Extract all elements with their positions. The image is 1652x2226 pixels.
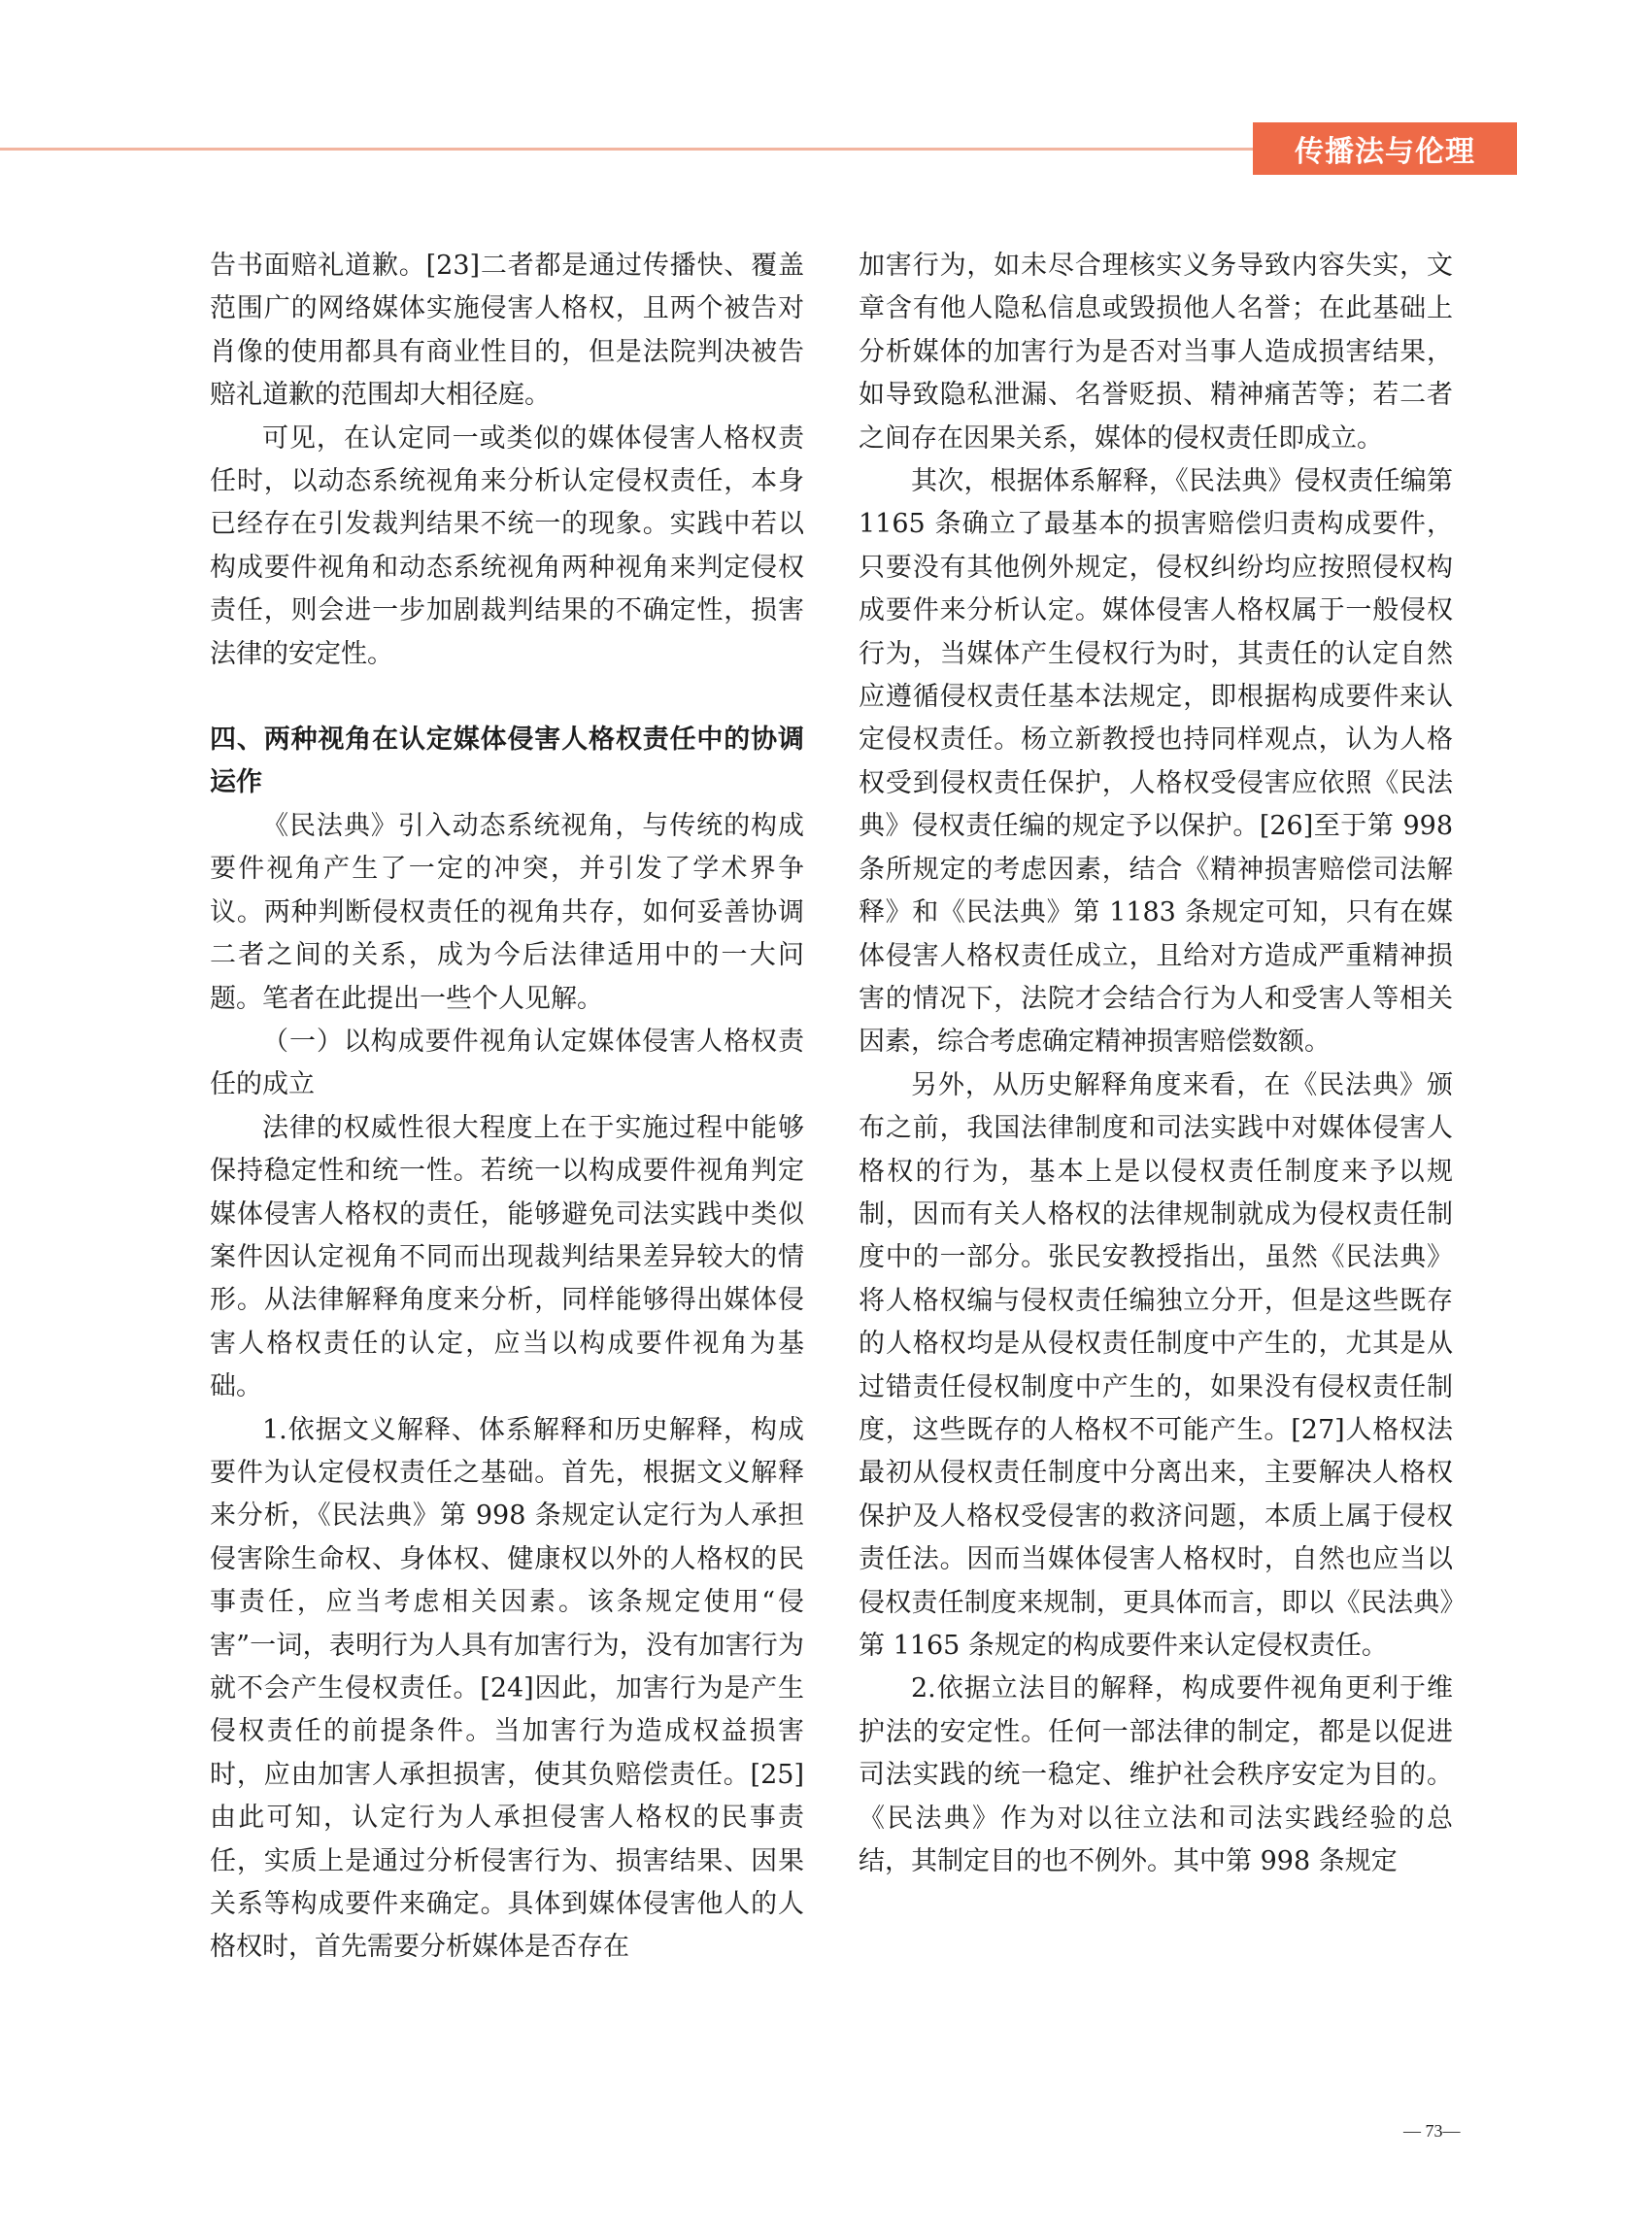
paragraph: 加害行为，如未尽合理核实义务导致内容失实，文章含有他人隐私信息或毁损他人名誉；在此基础上分析媒体的加害行为是否对当事人造成损害结果，如导致隐私泄漏、名誉贬损、精神痛苦等；若二者之间存在因果关系，媒体的侵权责任即成立。	[859, 251, 1453, 454]
paragraph: 告书面赔礼道歉。[23]二者都是通过传播快、覆盖范围广的网络媒体实施侵害人格权，且两个被告对肖像的使用都具有商业性目的，但是法院判决被告赔礼道歉的范围却大相径庭。	[210, 251, 804, 411]
paragraph: 其次，根据体系解释，《民法典》侵权责任编第 1165 条确立了最基本的损害赔偿归责构成要件，只要没有其他例外规定，侵权纠纷均应按照侵权构成要件来分析认定。媒体侵害人格权属于一般侵权行为，当媒体产生侵权行为时，其责任的认定自然应遵循侵权责任基本法规定，即根据构成要件来认定侵权责任。杨立新教授也持同样观点，认为人格权受到侵权责任保护，人格权受侵害应依照《民法典》侵权责任编的规定予以保护。[26]至于第 998 条所规定的考虑因素，结合《精神损害赔偿司法解释》和《民法典》第 1183 条规定可知，只有在媒体侵害人格权责任成立，且给对方造成严重精神损害的情况下，法院才会结合行为人和受害人等相关因素，综合考虑确定精神损害赔偿数额。	[859, 466, 1453, 1058]
paragraph: 另外，从历史解释角度来看，在《民法典》颁布之前，我国法律制度和司法实践中对媒体侵害人格权的行为，基本上是以侵权责任制度来予以规制，因而有关人格权的法律规制就成为侵权责任制度中的一部分。张民安教授指出，虽然《民法典》将人格权编与侵权责任编独立分开，但是这些既存的人格权均是从侵权责任制度中产生的，尤其是从过错责任侵权制度中产生的，如果没有侵权责任制度，这些既存的人格权不可能产生。[27]人格权法最初从侵权责任制度中分离出来，主要解决人格权保护及人格权受侵害的救济问题，本质上属于侵权责任法。因而当媒体侵害人格权时，自然也应当以侵权责任制度来规制，更具体而言，即以《民法典》第 1165 条规定的构成要件来认定侵权责任。	[859, 1069, 1453, 1661]
section-heading: 四、两种视角在认定媒体侵害人格权责任中的协调运作	[210, 725, 804, 798]
paragraph: 法律的权威性很大程度上在于实施过程中能够保持稳定性和统一性。若统一以构成要件视角判定媒体侵害人格权的责任，能够避免司法实践中类似案件因认定视角不同而出现裁判结果差异较大的情形。从法律解释角度来分析，同样能够得出媒体侵害人格权责任的认定，应当以构成要件视角为基础。	[210, 1112, 804, 1402]
left-column	[210, 245, 804, 1970]
spacer	[210, 676, 804, 719]
section-title: 传播法与伦理	[1295, 135, 1475, 169]
subsection-heading: （一）以构成要件视角认定媒体侵害人格权责任的成立	[210, 1026, 804, 1100]
header-rule	[0, 148, 1253, 151]
right-column	[859, 245, 1453, 1883]
paragraph: 2.依据立法目的解释，构成要件视角更利于维护法的安定性。任何一部法律的制定，都是以促进司法实践的统一稳定、维护社会秩序安定为目的。《民法典》作为对以往立法和司法实践经验的总结，其制定目的也不例外。其中第 998 条规定	[859, 1673, 1453, 1877]
page-number: — 73—	[1403, 2121, 1461, 2141]
paragraph: 《民法典》引入动态系统视角，与传统的构成要件视角产生了一定的冲突，并引发了学术界争议。两种判断侵权责任的视角共存，如何妥善协调二者之间的关系，成为今后法律适用中的一大问题。笔者在此提出一些个人见解。	[210, 810, 804, 1014]
paragraph: 1.依据文义解释、体系解释和历史解释，构成要件为认定侵权责任之基础。首先，根据文义解释来分析，《民法典》第 998 条规定认定行为人承担侵害除生命权、身体权、健康权以外的人格权的民事责任，应当考虑相关因素。该条规定使用“侵害”一词，表明行为人具有加害行为，没有加害行为就不会产生侵权责任。[24]因此，加害行为是产生侵权责任的前提条件。当加害行为造成权益损害时，应由加害人承担损害，使其负赔偿责任。[25]由此可知，认定行为人承担侵害人格权的民事责任，实质上是通过分析侵害行为、损害结果、因果关系等构成要件来确定。具体到媒体侵害他人的人格权时，首先需要分析媒体是否存在	[210, 1414, 804, 1963]
section-tab	[1253, 122, 1517, 175]
paragraph: 可见，在认定同一或类似的媒体侵害人格权责任时，以动态系统视角来分析认定侵权责任，本身已经存在引发裁判结果不统一的现象。实践中若以构成要件视角和动态系统视角两种视角来判定侵权责任，则会进一步加剧裁判结果的不确定性，损害法律的安定性。	[210, 422, 804, 669]
